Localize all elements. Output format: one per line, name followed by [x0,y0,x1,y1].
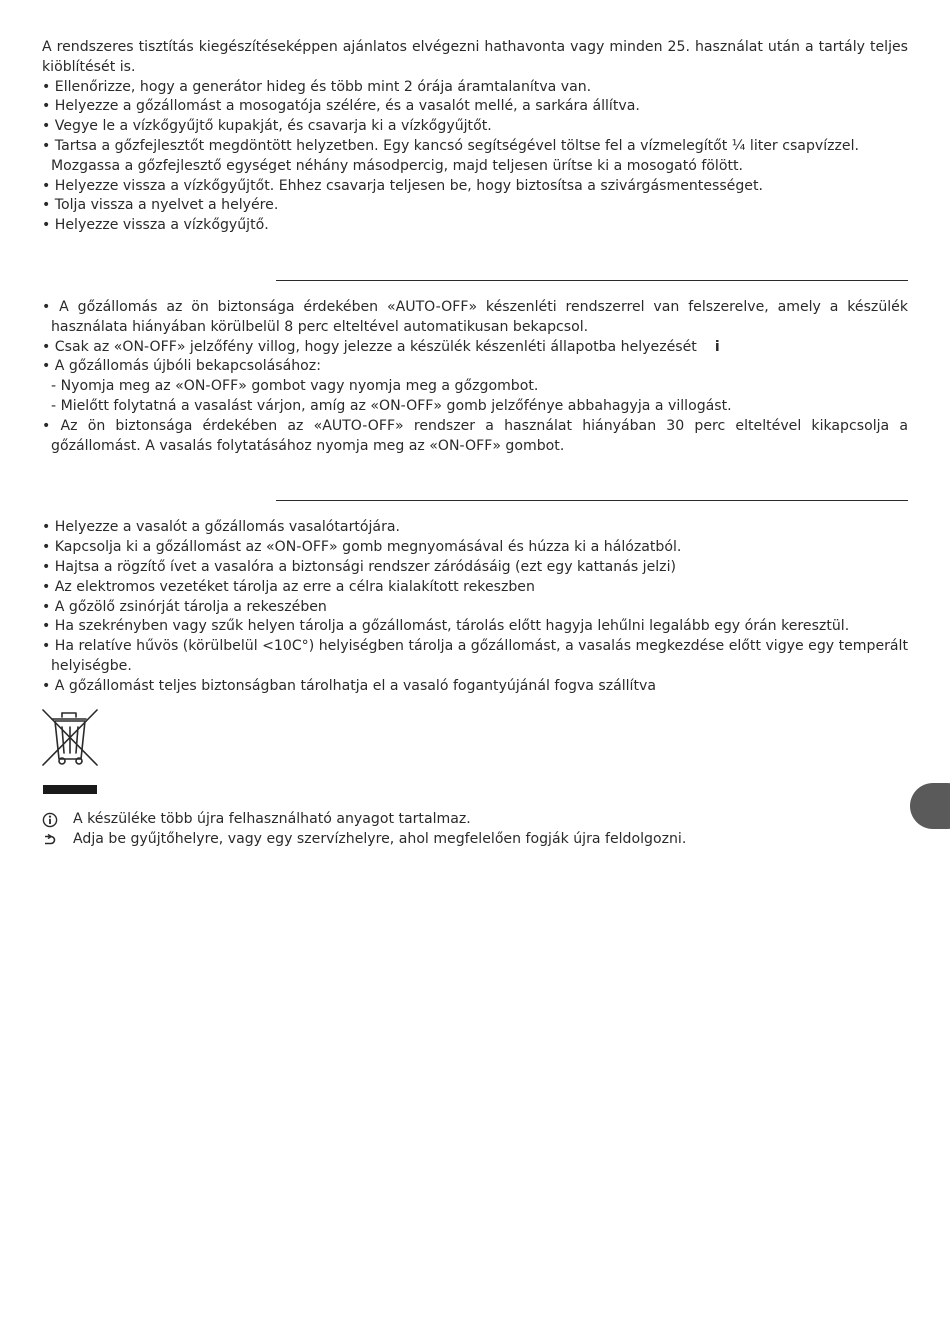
storage-item: • Helyezze a vasalót a gőzállomás vasalótartójára. [42,519,400,536]
auto-off-item: • A gőzállomás az ön biztonsága érdekében «AUTO-OFF» készenléti rendszerrel van felszerelve, amely a készülék használata hiányában körülbelül 8 perc elteltével automatikusan bekapcsol. [42,298,908,335]
auto-off-item-text: • Csak az «ON-OFF» jelzőfény villog, hogy jelezze a készülék készenléti állapotba helyezését [42,338,697,355]
environment-info-row [42,810,908,830]
cleaning-intro: A rendszeres tisztítás kiegészítéseképpen ajánlatos elvégezni hathavonta vagy minden 25. használat után a tartály teljes kiöblítését is. [42,39,908,75]
auto-off-dash-item: - Nyomja meg az «ON-OFF» gombot vagy nyomja meg a gőzgombot. [51,378,539,395]
auto-off-dash-item: - Mielőtt folytatná a vasalást várjon, amíg az «ON-OFF» gomb jelzőfénye abbahagyja a villogást. [51,397,732,414]
environment-arrow-text: Adja be gyűjtőhelyre, vagy egy szervízhelyre, ahol megfelelően fogják újra feldolgozni. [73,830,687,847]
auto-off-item: • Az ön biztonsága érdekében az «AUTO-OFF» rendszer a használat hiányában 30 perc elteltével kikapcsolja a gőzállomást. A vasalás folytatásához nyomja meg az «ON-OFF» gombot. [42,417,908,454]
cleaning-section [42,38,908,236]
storage-section [42,518,908,696]
weee-crossed-bin-icon [42,709,98,795]
cleaning-item: • Helyezze vissza a vízkőgyűjtő. [42,217,269,234]
cleaning-item: • Vegye le a vízkőgyűjtő kupakját, és csavarja ki a vízkőgyűjtőt. [42,118,492,135]
storage-item: • A gőzölő zsinórját tárolja a rekeszében [42,598,327,615]
arrow-right-icon [42,832,73,848]
auto-off-item [42,338,908,358]
environment-info-text: A készüléke több újra felhasználható anyagot tartalmaz. [73,811,471,827]
auto-off-item: • A gőzállomás újbóli bekapcsolásához: [42,358,321,375]
section-divider [42,456,908,518]
storage-item: • Hajtsa a rögzítő ívet a vasalóra a biztonsági rendszer záródásáig (ezt egy kattanás jelzi) [42,558,676,575]
auto-off-section [42,298,908,456]
cleaning-item: • Helyezze a gőzállomást a mosogatója szélére, és a vasalót mellé, a sarkára állítva. [42,98,640,115]
storage-item: • Ha relatíve hűvös (körülbelül <10C°) helyiségben tárolja a gőzállomást, a vasalás megkezdése előtt vigye egy temperált helyiségbe. [42,638,908,674]
storage-item: • Ha szekrényben vagy szűk helyen tárolja a gőzállomást, tárolás előtt hagyja lehűlni legalább egy órán keresztül. [42,618,850,635]
info-icon: i [714,338,720,355]
cleaning-item: • Tartsa a gőzfejlesztőt megdöntött helyzetben. Egy kancsó segítségével töltse fel a vízmelegítőt ¼ liter csapvízzel. Mozgassa a gőzfejlesztő egységet néhány másodpercig, majd teljesen ürítse ki a mosogató fölött. [42,137,860,174]
cleaning-item: • Tolja vissza a nyelvet a helyére. [42,197,279,214]
storage-item: • A gőzállomást teljes biztonságban tárolhatja el a vasaló fogantyújánál fogva szállítva [42,677,656,694]
document-body [42,38,908,697]
cleaning-item: • Ellenőrizze, hogy a generátor hideg és több mint 2 órája áramtalanítva van. [42,78,592,95]
page-tab-marker [910,783,950,829]
section-divider [42,236,908,298]
storage-item: • Kapcsolja ki a gőzállomást az «ON-OFF» gomb megnyomásával és húzza ki a hálózatból. [42,539,682,556]
environment-section [42,810,908,850]
cleaning-item: • Helyezze vissza a vízkőgyűjtőt. Ehhez csavarja teljesen be, hogy biztosítsa a szivárgásmentességet. [42,177,763,194]
info-circle-icon [42,812,73,828]
environment-arrow-row [42,830,908,850]
storage-item: • Az elektromos vezetéket tárolja az erre a célra kialakított rekeszben [42,578,535,595]
